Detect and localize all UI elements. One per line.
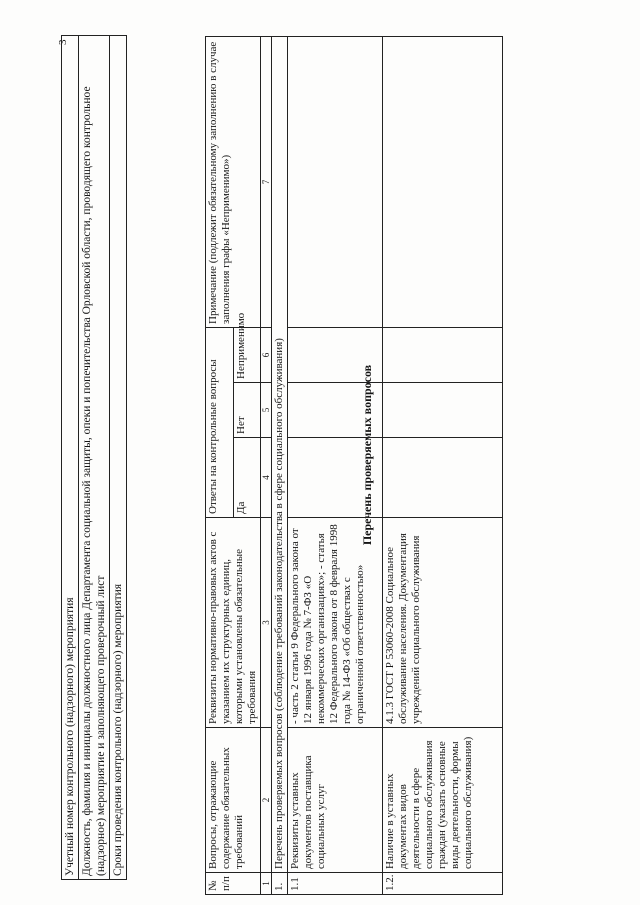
- header-requisites: Реквизиты нормативно-правовых актов с указанием их структурных единиц, которыми установлены обязательные требования: [206, 518, 261, 728]
- header-not-applicable: Неприменимо: [233, 328, 261, 383]
- header-note: Примечание (подлежит обязательному заполнению в случае заполнения графы «Неприменимо»): [206, 37, 261, 328]
- column-number: 7: [261, 37, 272, 328]
- row-number: 1.1: [288, 873, 383, 895]
- note-cell[interactable]: [288, 37, 383, 328]
- inspection-info-table: [61, 35, 127, 880]
- row-requisites: - часть 2 статьи 9 Федерального закона от 12 января 1996 года № 7-ФЗ «О некоммерческих организациях»; - статья 12 Федерального закона от 8 февраля 1998 года № 14-ФЗ «Об обществах с ограниченной ответственностью»: [288, 518, 383, 728]
- table-row: [383, 37, 503, 895]
- section-number: 1.: [272, 873, 288, 895]
- column-numbers-row: [261, 37, 272, 895]
- column-number: 6: [261, 328, 272, 383]
- section-row: [272, 37, 288, 895]
- answer-no-cell[interactable]: [383, 383, 503, 438]
- row-requisites: 4.1.3 ГОСТ Р 53060-2008 Социальное обслуживание населения. Документация учреждений социального обслуживания: [383, 518, 503, 728]
- info-row-registration-number: Учетный номер контрольного (надзорного) мероприятия: [62, 36, 79, 880]
- info-row-inspector: Должность, фамилия и инициалы должностного лица Департамента социальной защиты, опеки и попечительства Орловской области, проводящего контрольное (надзорное) мероприятие и заполняющего проверочный лист: [79, 36, 110, 880]
- rotated-page-content: [15, 15, 635, 895]
- row-number: 1.2.: [383, 873, 503, 895]
- row-question: Реквизиты уставных документов поставщика социальных услуг: [288, 728, 383, 873]
- answer-yes-cell[interactable]: [383, 438, 503, 518]
- header-num: № п/п: [206, 873, 261, 895]
- note-cell[interactable]: [383, 37, 503, 328]
- column-number: 4: [261, 438, 272, 518]
- answer-yes-cell[interactable]: [288, 438, 383, 518]
- info-row-dates: Сроки проведения контрольного (надзорного) мероприятия: [110, 36, 127, 880]
- column-number: 3: [261, 518, 272, 728]
- column-number: 1: [261, 873, 272, 895]
- column-number: 2: [261, 728, 272, 873]
- answer-not-applicable-cell[interactable]: [383, 328, 503, 383]
- checklist-table: [205, 36, 503, 895]
- header-yes: Да: [233, 438, 261, 518]
- table-row: [288, 37, 383, 895]
- section-text: Перечень проверяемых вопросов (соблюдение требований законодательства в сфере социального обслуживания): [272, 37, 288, 873]
- page-number: 3: [57, 39, 69, 45]
- header-answers: Ответы на контрольные вопросы: [206, 328, 234, 518]
- section-title: Перечень проверяемых вопросов: [360, 364, 374, 546]
- header-questions: Вопросы, отражающие содержание обязательных требований: [206, 728, 261, 873]
- header-no: Нет: [233, 383, 261, 438]
- answer-no-cell[interactable]: [288, 383, 383, 438]
- column-number: 5: [261, 383, 272, 438]
- answer-not-applicable-cell[interactable]: [288, 328, 383, 383]
- row-question: Наличие в уставных документах видов деятельности в сфере социального обслуживания граждан (указать основные виды деятельности, формы социального обслуживания): [383, 728, 503, 873]
